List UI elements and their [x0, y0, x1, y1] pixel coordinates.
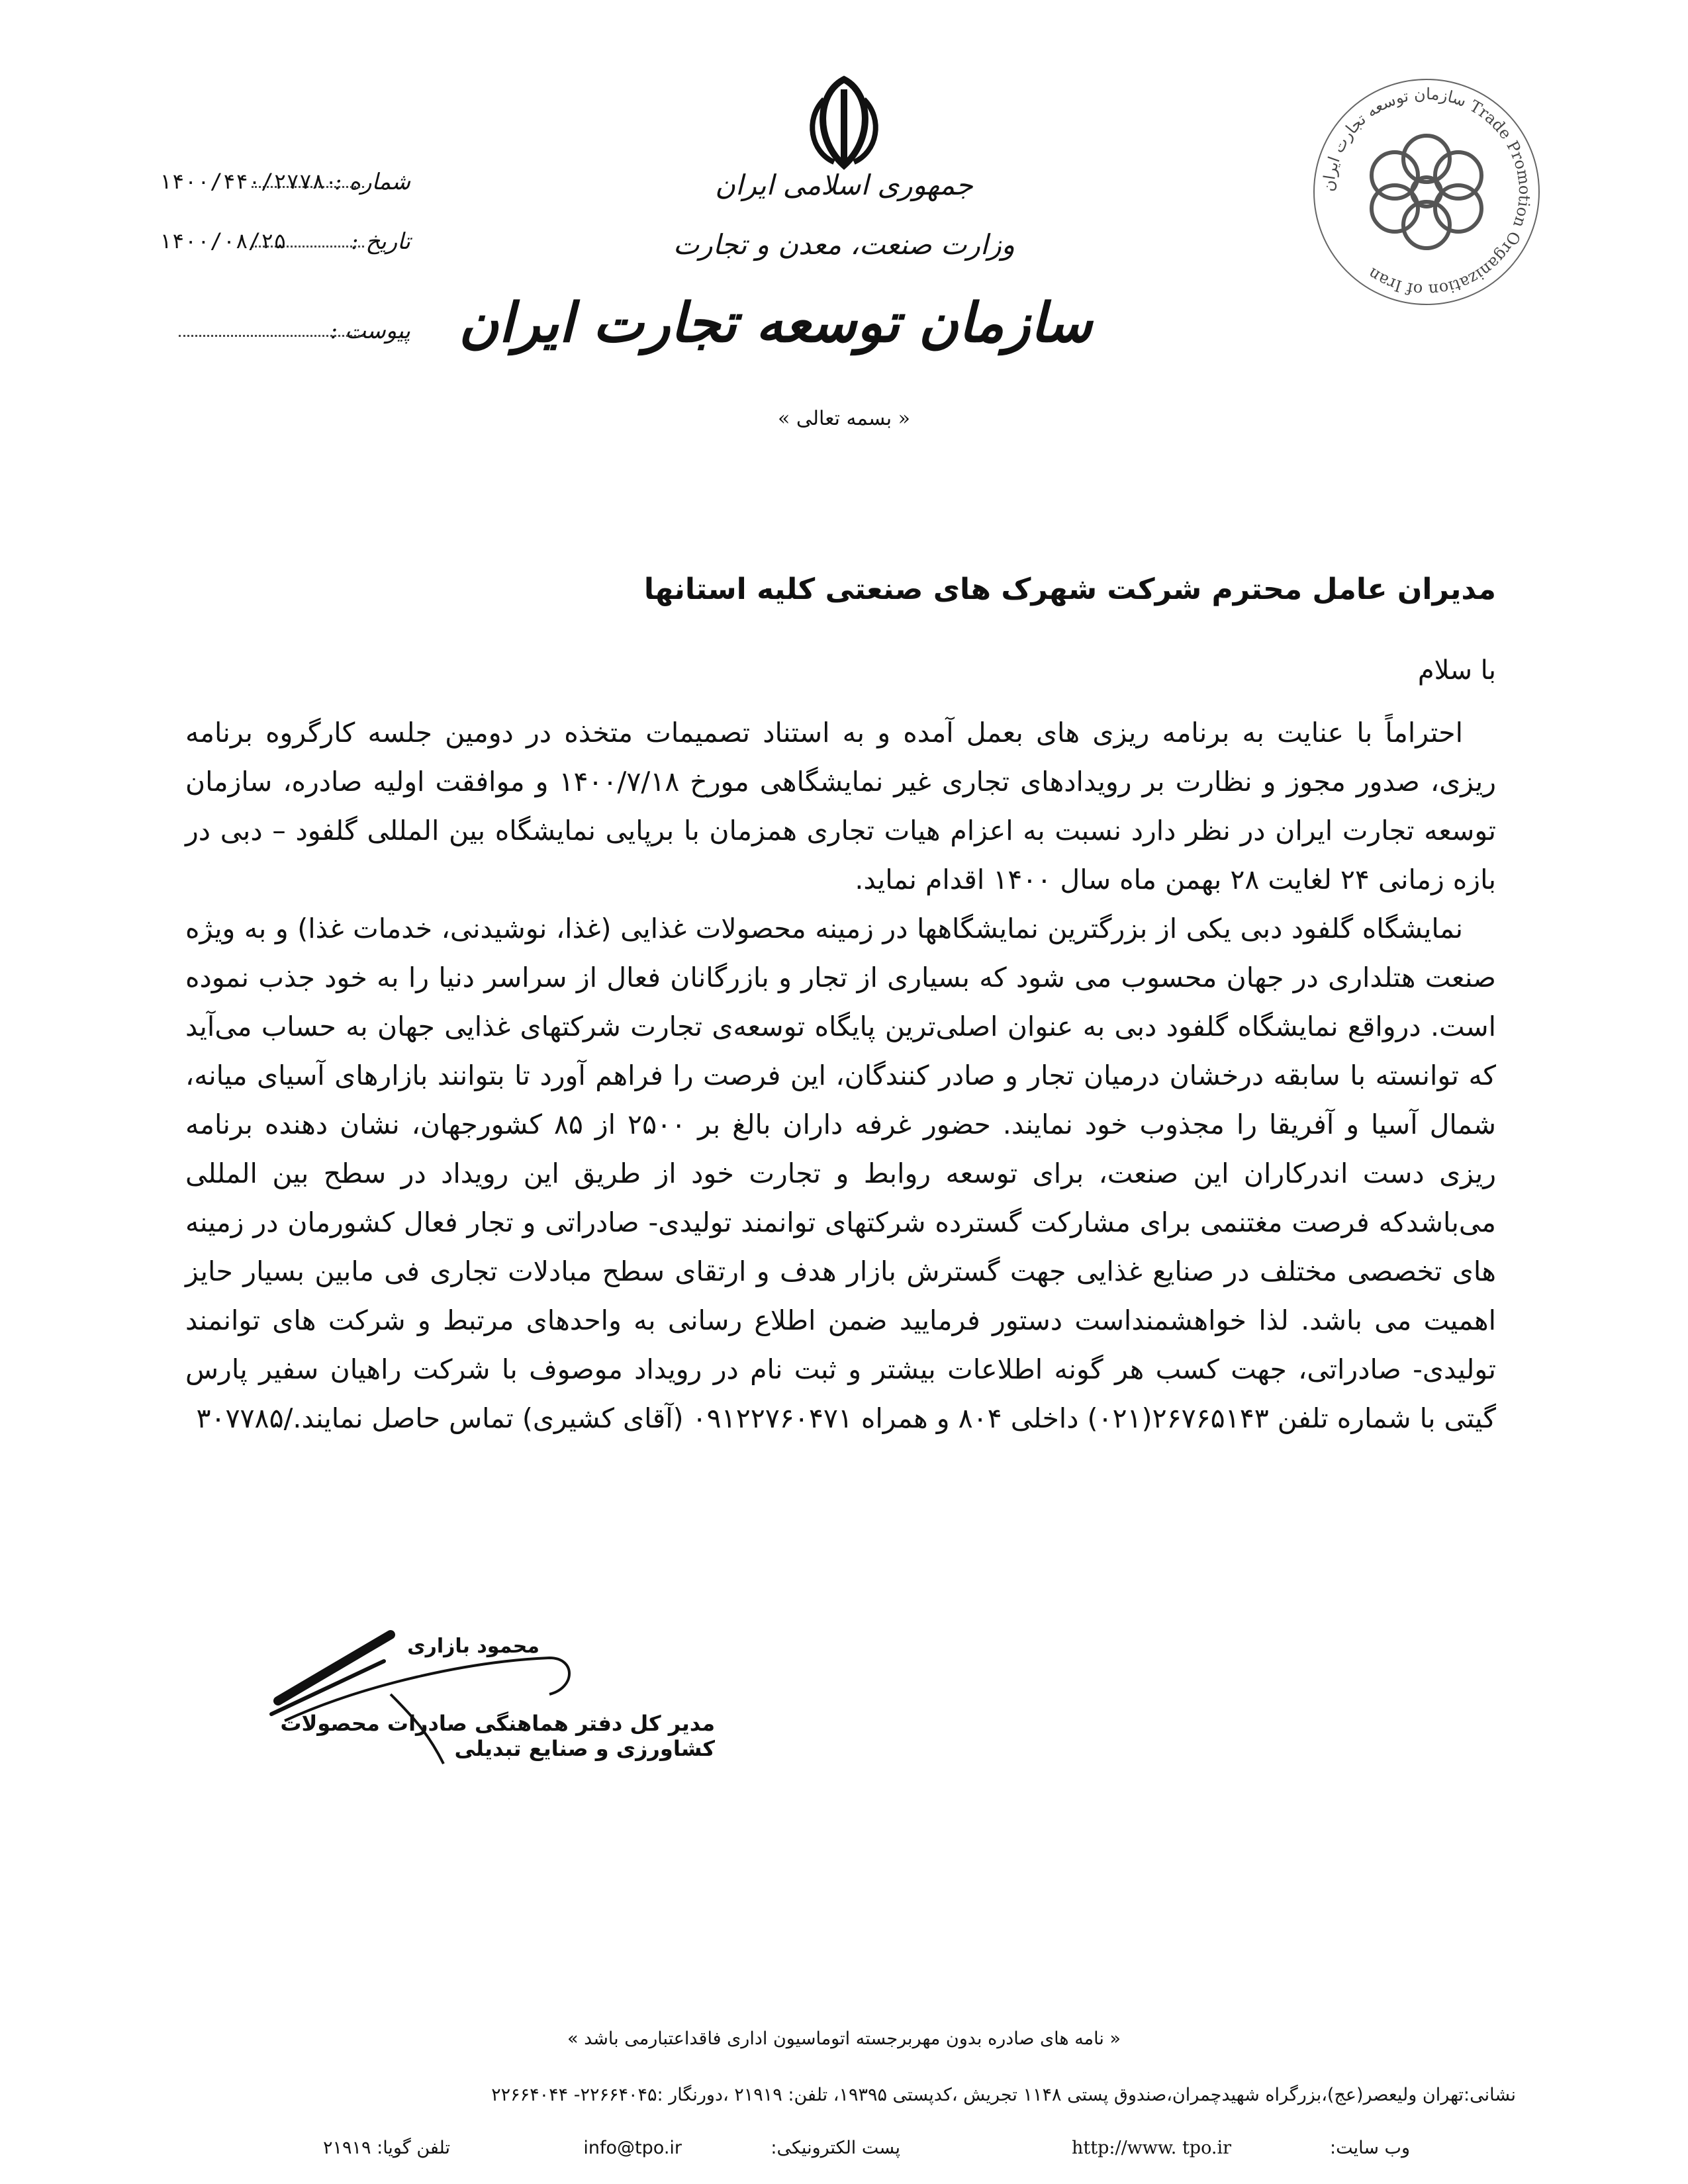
footer-email-link[interactable]: info@tpo.ir	[583, 2138, 682, 2158]
recipient-line: مدیران عامل محترم شرکت شهرک های صنعتی کلیه استانها	[643, 572, 1496, 606]
number-label: شماره :	[334, 169, 410, 195]
footer-website-label: وب سایت:	[1329, 2138, 1410, 2158]
footer-website-link[interactable]: http://www. tpo.ir	[1072, 2138, 1231, 2158]
reference-attachment-row	[159, 318, 410, 357]
letter-body	[185, 708, 1496, 1443]
date-label: تاریخ :	[351, 228, 410, 255]
ministry-name: وزارت صنعت، معدن و تجارت	[673, 228, 1015, 261]
signatory-name: محمود بازاری	[407, 1635, 539, 1658]
body-paragraph-1: احتراماً با عنایت به برنامه ریزی های بعمل آمده و به استناد تصمیمات متخذه در دومین جلسه کارگروه برنامه ریزی، صدور مجوز و نظارت بر رویدادهای تجاری غیر نمایشگاهی مورخ ۱۴۰۰/۷/۱۸ و موافقت اولیه صادره، سازمان توسعه تجارت ایران در نظر دارد نسبت به اعزام هیات تجاری همزمان با برپایی نمایشگاه بین المللی گلفود – دبی در بازه زمانی ۲۴ لغایت ۲۸ بهمن ماه سال ۱۴۰۰ اقدام نماید.	[185, 717, 1496, 895]
iran-emblem-icon	[768, 73, 920, 232]
signatory-title: مدیر کل دفتر هماهنگی صادرات محصولات کشاورزی و صنایع تبدیلی	[280, 1711, 715, 1761]
attachment-dotted-line	[179, 335, 364, 337]
footer-phone: تلفن گویا: ۲۱۹۱۹	[323, 2138, 450, 2158]
attachment-label: پیوست :	[330, 318, 410, 344]
footer-email-label: پست الکترونیکی:	[771, 2138, 900, 2158]
reference-number-row	[159, 169, 410, 208]
svg-text:سازمان توسعه تجارت ایران Trade	[1319, 85, 1534, 299]
seal-text: سازمان توسعه تجارت ایران Trade Promotion Organization of Iran	[1319, 84, 1534, 300]
basmala: « بسمه تعالی »	[778, 407, 910, 430]
footer-validity-note: « نامه های صادره بدون مهربرجسته اتوماسیون اداری فاقداعتبارمی باشد »	[567, 2028, 1121, 2049]
organization-name: سازمان توسعه تجارت ایران	[459, 291, 1092, 355]
reference-date-row	[159, 228, 410, 268]
body-paragraph-2: نمایشگاه گلفود دبی یکی از بزرگترین نمایشگاهها در زمینه محصولات غذایی (غذا، نوشیدنی، خدمات غذا) و به ویژه صنعت هتلداری در جهان محسوب می شود که بسیاری از تجار و بازرگانان فعال از سراسر دنیا را به خود جذب نموده است. درواقع نمایشگاه گلفود دبی به عنوان اصلی‌ترین پایگاه توسعه‌ی تجارت شرکتهای غذایی جهان به حساب می‌آید که توانسته با سابقه درخشان درمیان تجار و صادر کنندگان، این فرصت را فراهم آورد تا بتوانند بازارهای آسیای میانه، شمال آسیا و آفریقا را مجذوب خود نمایند. حضور غرفه داران بالغ بر ۲۵۰۰ از ۸۵ کشورجهان، نشان دهنده برنامه ریزی دست اندرکاران این صنعت، برای توسعه روابط و تجارت خود از طریق این رویداد در سطح بین المللی می‌باشدکه فرصت مغتنمی برای مشارکت گسترده شرکتهای توانمند تولیدی- صادراتی و تجار فعال کشورمان در زمینه های تخصصی مختلف در صنایع غذایی جهت گسترش بازار هدف و ارتقای سطح مبادلات تجاری فی مابین بسیار حایز اهمیت می باشد. لذا خواهشمنداست دستور فرمایید ضمن اطلاع رسانی به واحدهای مرتبط و شرکت های توانمند تولیدی- صادراتی، جهت کسب هر گونه اطلاعات بیشتر و ثبت نام در رویداد موصوف با شرکت راهیان سفیر پارس گیتی با شماره تلفن ۲۶۷۶۵۱۴۳(۰۲۱) داخلی ۸۰۴ و همراه ۰۹۱۲۲۷۶۰۴۷۱ (آقای کشیری) تماس حاصل نمایند./۳۰۷۷۸۵	[185, 913, 1496, 1434]
footer-address: نشانی:تهران ولیعصر(عج)،بزرگراه شهیدچمران،صندوق پستی ۱۱۴۸ تجریش ،کدپستی ۱۹۳۹۵، تلفن: ۲۱۹۱۹ ،دورنگار :۲۲۶۶۴۰۴۵- ۲۲۶۶۴۰۴۴	[491, 2085, 1516, 2105]
date-value: ۱۴۰۰/۰۸/۲۵	[159, 228, 287, 253]
number-value: ۱۴۰۰/۴۴۰/۲۷۷۸۰	[159, 169, 338, 194]
country-name: جمهوری اسلامی ایران	[715, 169, 973, 201]
greeting: با سلام	[1417, 655, 1496, 686]
tpo-seal-icon	[1307, 73, 1546, 311]
